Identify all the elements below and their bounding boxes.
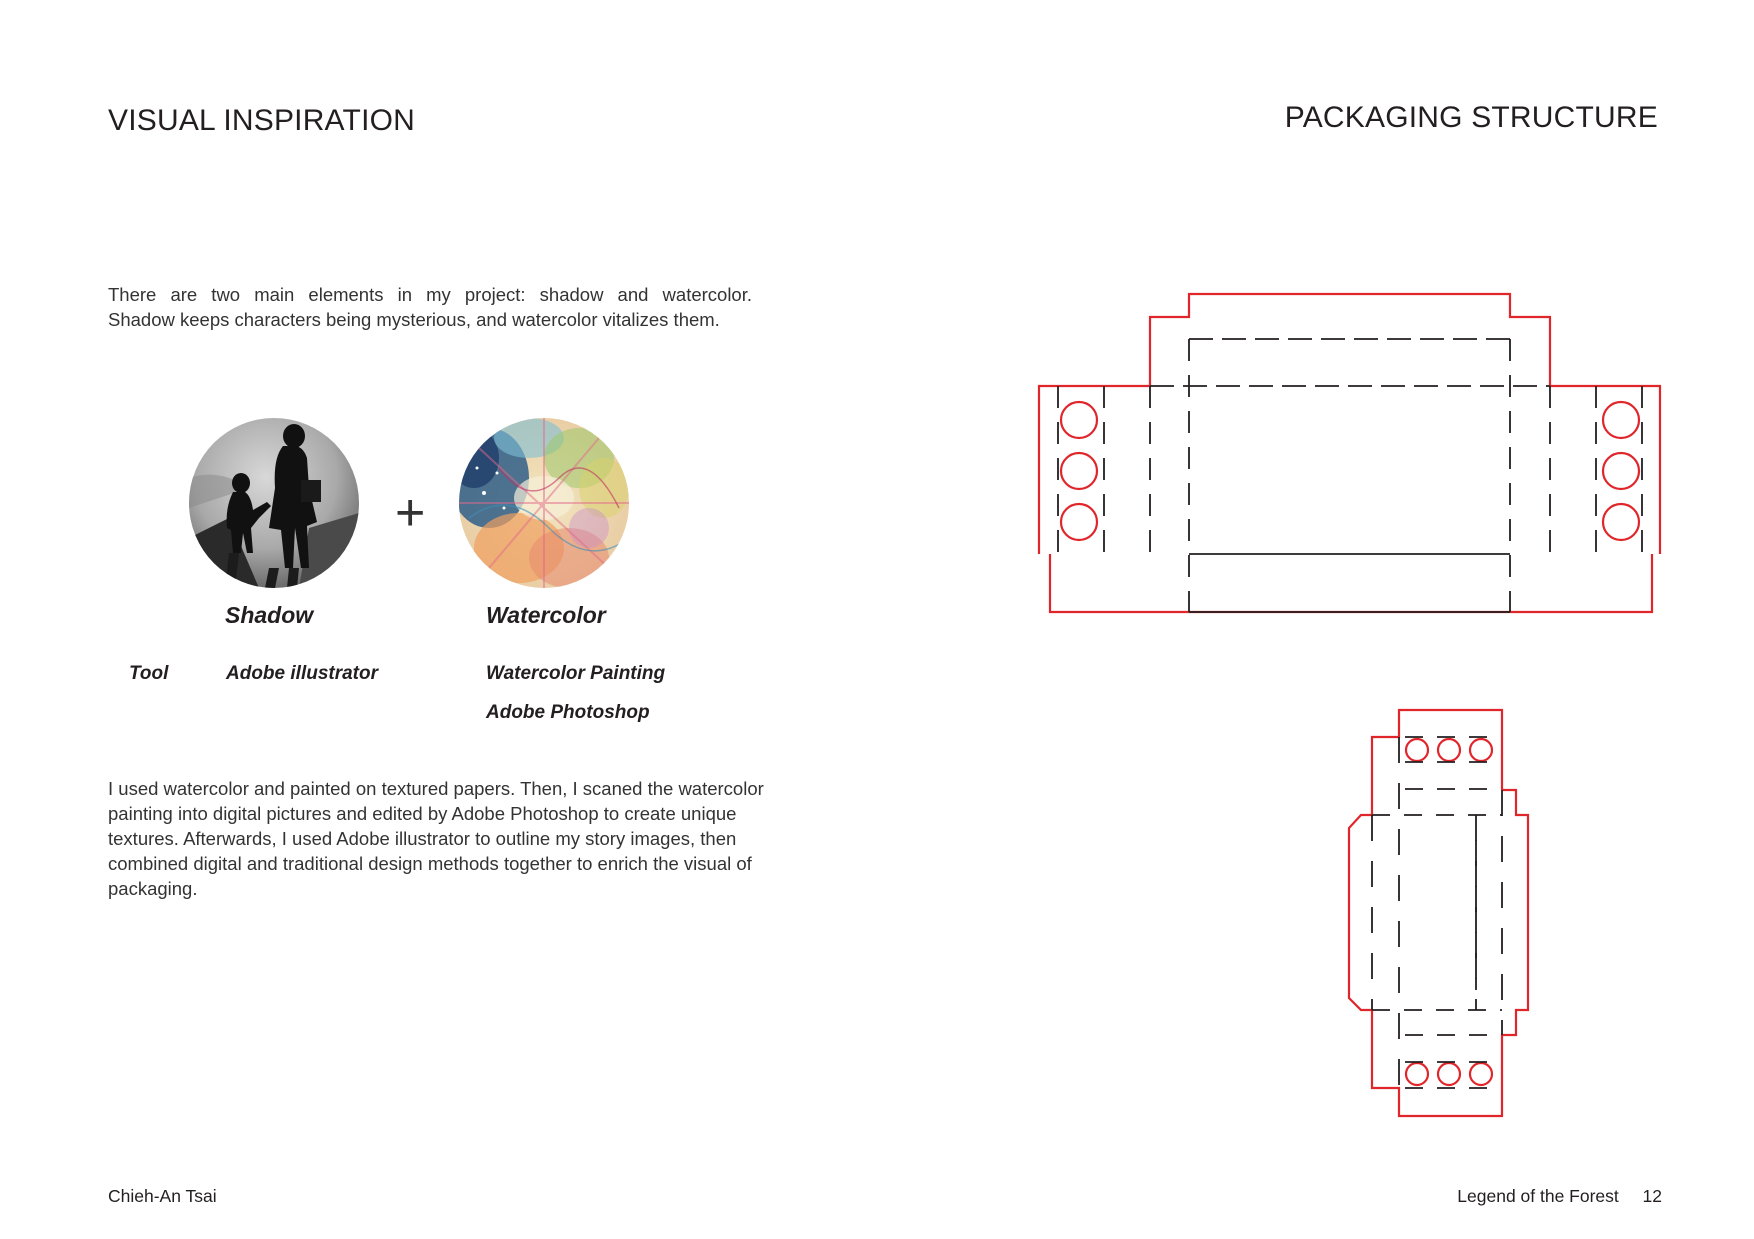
footer-page-number: 12: [1642, 1186, 1662, 1206]
shadow-image: [189, 418, 359, 588]
footer-right: [1457, 1186, 1662, 1207]
shadow-label: Shadow: [225, 602, 314, 628]
intro-line-2: Shadow keeps characters being mysterious, and watercolor vitalizes them.: [108, 309, 720, 330]
plus-sign: +: [395, 484, 426, 542]
watercolor-label: Watercolor: [486, 602, 606, 628]
intro-paragraph: [108, 282, 752, 332]
intro-line-1: There are two main elements in my project: shadow and watercolor.: [108, 284, 752, 305]
packaging-dieline-cross: [1340, 700, 1670, 1130]
packaging-dieline-horizontal: [1030, 290, 1670, 620]
watercolor-image: [459, 418, 629, 588]
left-page-title: VISUAL INSPIRATION: [108, 104, 415, 137]
footer-author: Chieh-An Tsai: [108, 1186, 217, 1206]
footer-book-title: Legend of the Forest: [1457, 1186, 1619, 1206]
process-paragraph: I used watercolor and painted on textured papers. Then, I scaned the watercolor painting into digital pictures and edited by Adobe Photoshop to create unique textures. Afterwards, I used Adobe illustrator to outline my story images, then combined digital and traditional design methods together to enrich the visual of packaging.: [108, 778, 764, 899]
tool-label: Tool: [129, 663, 169, 684]
watercolor-tool-2: Adobe Photoshop: [486, 702, 650, 723]
right-page-title: PACKAGING STRUCTURE: [1284, 101, 1658, 134]
watercolor-tool-1: Watercolor Painting: [486, 663, 666, 684]
shadow-tool: Adobe illustrator: [226, 663, 379, 684]
